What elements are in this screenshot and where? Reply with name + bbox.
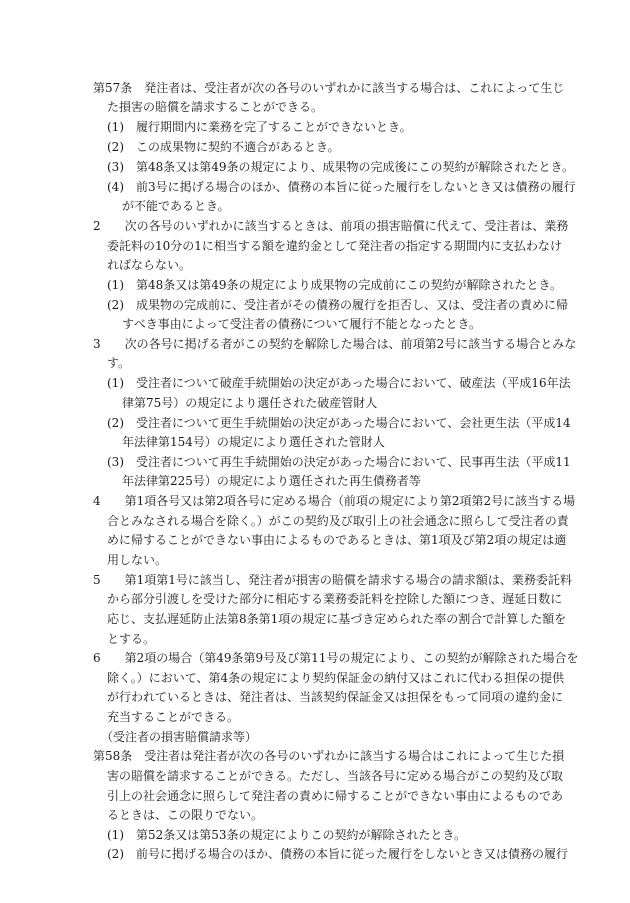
text-line: 律第75号）の規定により選任された破産管財人	[122, 396, 378, 410]
list-item: (3) 第48条又は第49条の規定により、成果物の完成後にこの契約が解除されたとき。	[107, 160, 575, 174]
list-item: (1) 第48条又は第49条の規定により成果物の完成前にこの契約が解除されたとき。	[107, 278, 563, 292]
list-item: (4) 前3号に掲げる場合のほか、債務の本旨に従った履行をしないとき又は債務の履行	[107, 180, 576, 194]
text-line: す。	[107, 356, 131, 370]
paragraph-6: 6 第2項の場合（第49条第9号及び第11号の規定により、この契約が解除された場合を	[93, 651, 579, 665]
list-item: (2) 前号に掲げる場合のほか、債務の本旨に従った履行をしないとき又は債務の履行	[107, 847, 569, 861]
list-item: (1) 履行期間内に業務を完了することができないとき。	[107, 120, 412, 134]
list-item: (2) 受注者について更生手続開始の決定があった場合において、会社更生法（平成14	[107, 416, 571, 430]
text-line: 充当することができる。	[107, 710, 240, 724]
article-58-heading: 第58条 受注者は発注者が次の各号のいずれかに該当する場合はこれによって生じた損	[93, 749, 565, 763]
text-line: ればならない。	[107, 258, 192, 272]
text-line: 引上の社会通念に照らして発注者の責めに帰することができない事由によるものであ	[107, 789, 564, 803]
text-line: た損害の賠償を請求することができる。	[107, 100, 324, 114]
text-line: から部分引渡しを受けた部分に相応する業務委託料を控除した額につき、遅延日数に	[107, 592, 563, 606]
text-line: が行われているときは、発注者は、当該契約保証金又は担保をもって同項の違約金に	[107, 690, 564, 704]
text-line: 年法律第154号）の規定により選任された管財人	[122, 435, 385, 449]
text-line: 委託料の10分の1に相当する額を違約金として発注者の指定する期間内に支払わなけ	[107, 239, 562, 253]
text-line: るときは、この限りでない。	[107, 808, 264, 822]
list-item: (2) 成果物の完成前に、受注者がその債務の履行を拒否し、又は、受注者の責めに帰	[107, 298, 569, 312]
paragraph-2: 2 次の各号のいずれかに該当するときは、前項の損害賠償に代えて、受注者は、業務	[93, 219, 569, 233]
text-line: 応じ、支払遅延防止法第8条第1項の規定に基づき定められた率の割合で計算した額を	[107, 612, 567, 626]
text-line: 除く。）において、第4条の規定により契約保証金の納付又はこれに代わる担保の提供	[107, 671, 565, 685]
text-line: すべき事由によって受注者の債務について履行不能となったとき。	[122, 317, 482, 331]
text-line: 害の賠償を請求することができる。ただし、当該各号に定める場合がこの契約及び取	[107, 769, 564, 783]
paragraph-4: 4 第1項各号又は第2項各号に定める場合（前項の規定により第2項第2号に該当する場	[93, 494, 576, 508]
text-line: 年法律第225号）の規定により選任された再生債務者等	[122, 474, 421, 488]
list-item: (2) この成果物に契約不適合があるとき。	[107, 140, 340, 154]
text-line: 合とみなされる場合を除く。）がこの契約及び取引上の社会通念に照らして受注者の責	[107, 514, 569, 528]
text-line: めに帰することができない事由によるものであるときは、第1項及び第2項の規定は適	[107, 533, 567, 547]
paragraph-5: 5 第1項第1号に該当し、発注者が損害の賠償を請求する場合の請求額は、業務委託料	[93, 573, 572, 587]
text-line: とする。	[107, 632, 156, 646]
text-line: が不能であるとき。	[122, 199, 230, 213]
section-caption: （受注者の損害賠償請求等）	[101, 730, 258, 744]
list-item: (1) 受注者について破産手続開始の決定があった場合において、破産法（平成16年法	[107, 376, 571, 390]
list-item: (1) 第52条又は第53条の規定によりこの契約が解除されたとき。	[107, 828, 467, 842]
paragraph-3: 3 次の各号に掲げる者がこの契約を解除した場合は、前項第2号に該当する場合とみな	[93, 337, 577, 351]
list-item: (3) 受注者について再生手続開始の決定があった場合において、民事再生法（平成11	[107, 455, 571, 469]
text-line: 用しない。	[107, 553, 168, 567]
article-57-heading: 第57条 発注者は、受注者が次の各号のいずれかに該当する場合は、これによって生じ	[93, 81, 565, 95]
